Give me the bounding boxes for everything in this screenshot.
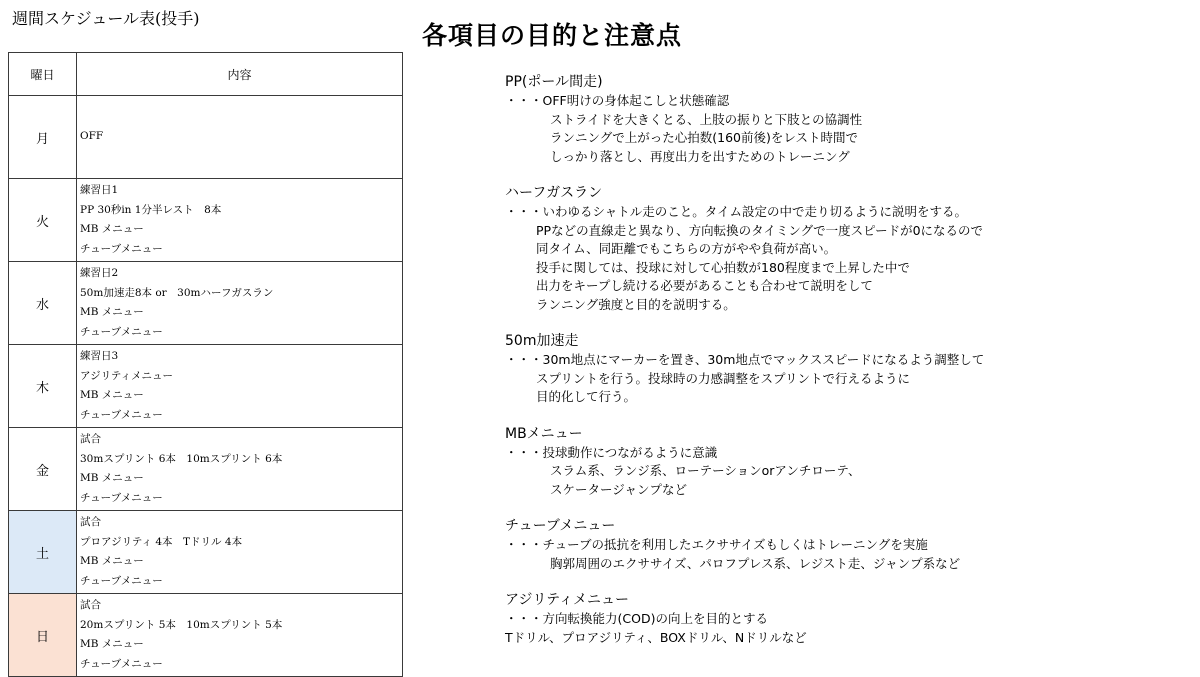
- table-header-row: [9, 53, 403, 96]
- section-line: Tドリル、プロアジリティ、BOXドリル、Nドリルなど: [505, 629, 807, 645]
- section-agility-menu: [505, 590, 1185, 647]
- section-line: 目的化して行う。: [536, 389, 637, 404]
- content-line: チューブメニュー: [80, 408, 163, 421]
- notes-panel: [505, 72, 1185, 664]
- day-cell: 水: [9, 262, 77, 345]
- content-line: MB メニュー: [80, 472, 144, 484]
- section-line: ストライドを大きくとる、上肢の振りと下肢との協調性: [550, 111, 863, 127]
- schedule-title: 週間スケジュール表(投手): [12, 9, 200, 28]
- content-cell: [77, 345, 403, 428]
- content-line: チューブメニュー: [80, 574, 163, 587]
- content-line: PP 30秒in 1分半レスト 8本: [80, 203, 222, 216]
- content-line: 30mスプリント 6本 10mスプリント 6本: [80, 452, 283, 465]
- content-cell: [77, 594, 403, 677]
- day-cell: 月: [9, 96, 77, 179]
- section-line: 出力をキープし続ける必要があることも合わせて説明をして: [536, 278, 873, 293]
- section-title: PP(ポール間走): [505, 74, 603, 90]
- content-line: 20mスプリント 5本 10mスプリント 5本: [80, 618, 283, 631]
- day-cell: 木: [9, 345, 77, 428]
- content-line: MB メニュー: [80, 555, 144, 567]
- section-title: 50m加速走: [505, 333, 579, 349]
- content-line: 試合: [80, 599, 101, 611]
- content-line: チューブメニュー: [80, 491, 163, 504]
- section-line: ・・・いわゆるシャトル走のこと。タイム設定の中で走り切るように説明をする。: [505, 204, 968, 219]
- content-cell: [77, 96, 403, 179]
- table-row-fri: [9, 428, 403, 511]
- header-day: 曜日: [9, 53, 77, 96]
- section-title: チューブメニュー: [505, 518, 616, 534]
- content-line: アジリティメニュー: [80, 369, 174, 382]
- content-cell: [77, 428, 403, 511]
- section-line: ・・・OFF明けの身体起こしと状態確認: [505, 93, 730, 108]
- content-line: チューブメニュー: [80, 242, 163, 255]
- section-tube-menu: [505, 516, 1185, 573]
- day-cell: 火: [9, 179, 77, 262]
- section-line: ・・・チューブの抵抗を利用したエクササイズもしくはトレーニングを実施: [505, 537, 928, 552]
- content-line: 試合: [80, 516, 101, 528]
- section-line: 胸郭周囲のエクササイズ、パロフプレス系、レジスト走、ジャンプ系など: [550, 555, 961, 571]
- section-line: ・・・方向転換能力(COD)の向上を目的とする: [505, 611, 768, 626]
- weekly-schedule-table: [8, 52, 403, 677]
- header-content: 内容: [77, 53, 403, 96]
- content-line: チューブメニュー: [80, 325, 163, 338]
- section-line: ランニング強度と目的を説明する。: [536, 296, 736, 312]
- content-line: チューブメニュー: [80, 657, 163, 670]
- day-cell: 金: [9, 428, 77, 511]
- content-line: MB メニュー: [80, 389, 144, 401]
- section-mb-menu: [505, 424, 1185, 500]
- section-line: スラム系、ランジ系、ローテーションorアンチローテ、: [550, 463, 861, 478]
- section-line: ランニングで上がった心拍数(160前後)をレスト時間で: [550, 130, 858, 145]
- section-line: スケータージャンプなど: [550, 481, 688, 497]
- table-row-sun: [9, 594, 403, 677]
- section-title: MBメニュー: [505, 425, 583, 442]
- section-line: ・・・投球動作につながるように意識: [505, 444, 718, 460]
- day-cell: 土: [9, 511, 77, 594]
- page-title: 各項目の目的と注意点: [422, 21, 683, 50]
- content-line: 試合: [80, 433, 101, 445]
- section-pp: [505, 72, 1185, 166]
- table-row-mon: [9, 96, 403, 179]
- section-line: しっかり落とし、再度出力を出すためのトレーニング: [550, 148, 850, 164]
- section-title: ハーフガスラン: [505, 185, 603, 201]
- section-title: アジリティメニュー: [505, 592, 630, 608]
- content-line: MB メニュー: [80, 306, 144, 318]
- day-cell: 日: [9, 594, 77, 677]
- content-line: MB メニュー: [80, 223, 144, 235]
- section-line: 同タイム、同距離でもこちらの方がやや負荷が高い。: [536, 241, 837, 256]
- content-line: 練習日1: [80, 184, 119, 196]
- content-cell: [77, 511, 403, 594]
- table-row-sat: [9, 511, 403, 594]
- content-line: 練習日3: [80, 350, 119, 362]
- content-line: 練習日2: [80, 267, 119, 279]
- section-line: スプリントを行う。投球時の力感調整をスプリントで行えるように: [536, 370, 911, 386]
- content-cell: [77, 262, 403, 345]
- table-row-tue: [9, 179, 403, 262]
- section-half-gas-run: [505, 183, 1185, 314]
- content-line: 50m加速走8本 or 30mハーフガスラン: [80, 286, 274, 299]
- content-line: MB メニュー: [80, 638, 144, 650]
- table-row-thu: [9, 345, 403, 428]
- table-row-wed: [9, 262, 403, 345]
- content-line: OFF: [80, 130, 104, 143]
- section-line: ・・・30m地点にマーカーを置き、30m地点でマックススピードになるよう調整して: [505, 352, 985, 367]
- section-line: PPなどの直線走と異なり、方向転換のタイミングで一度スピードが0になるので: [536, 222, 984, 238]
- section-line: 投手に関しては、投球に対して心拍数が180程度まで上昇した中で: [536, 259, 910, 275]
- section-50m-acceleration: [505, 331, 1185, 407]
- content-line: プロアジリティ 4本 Tドリル 4本: [80, 535, 243, 548]
- content-cell: [77, 179, 403, 262]
